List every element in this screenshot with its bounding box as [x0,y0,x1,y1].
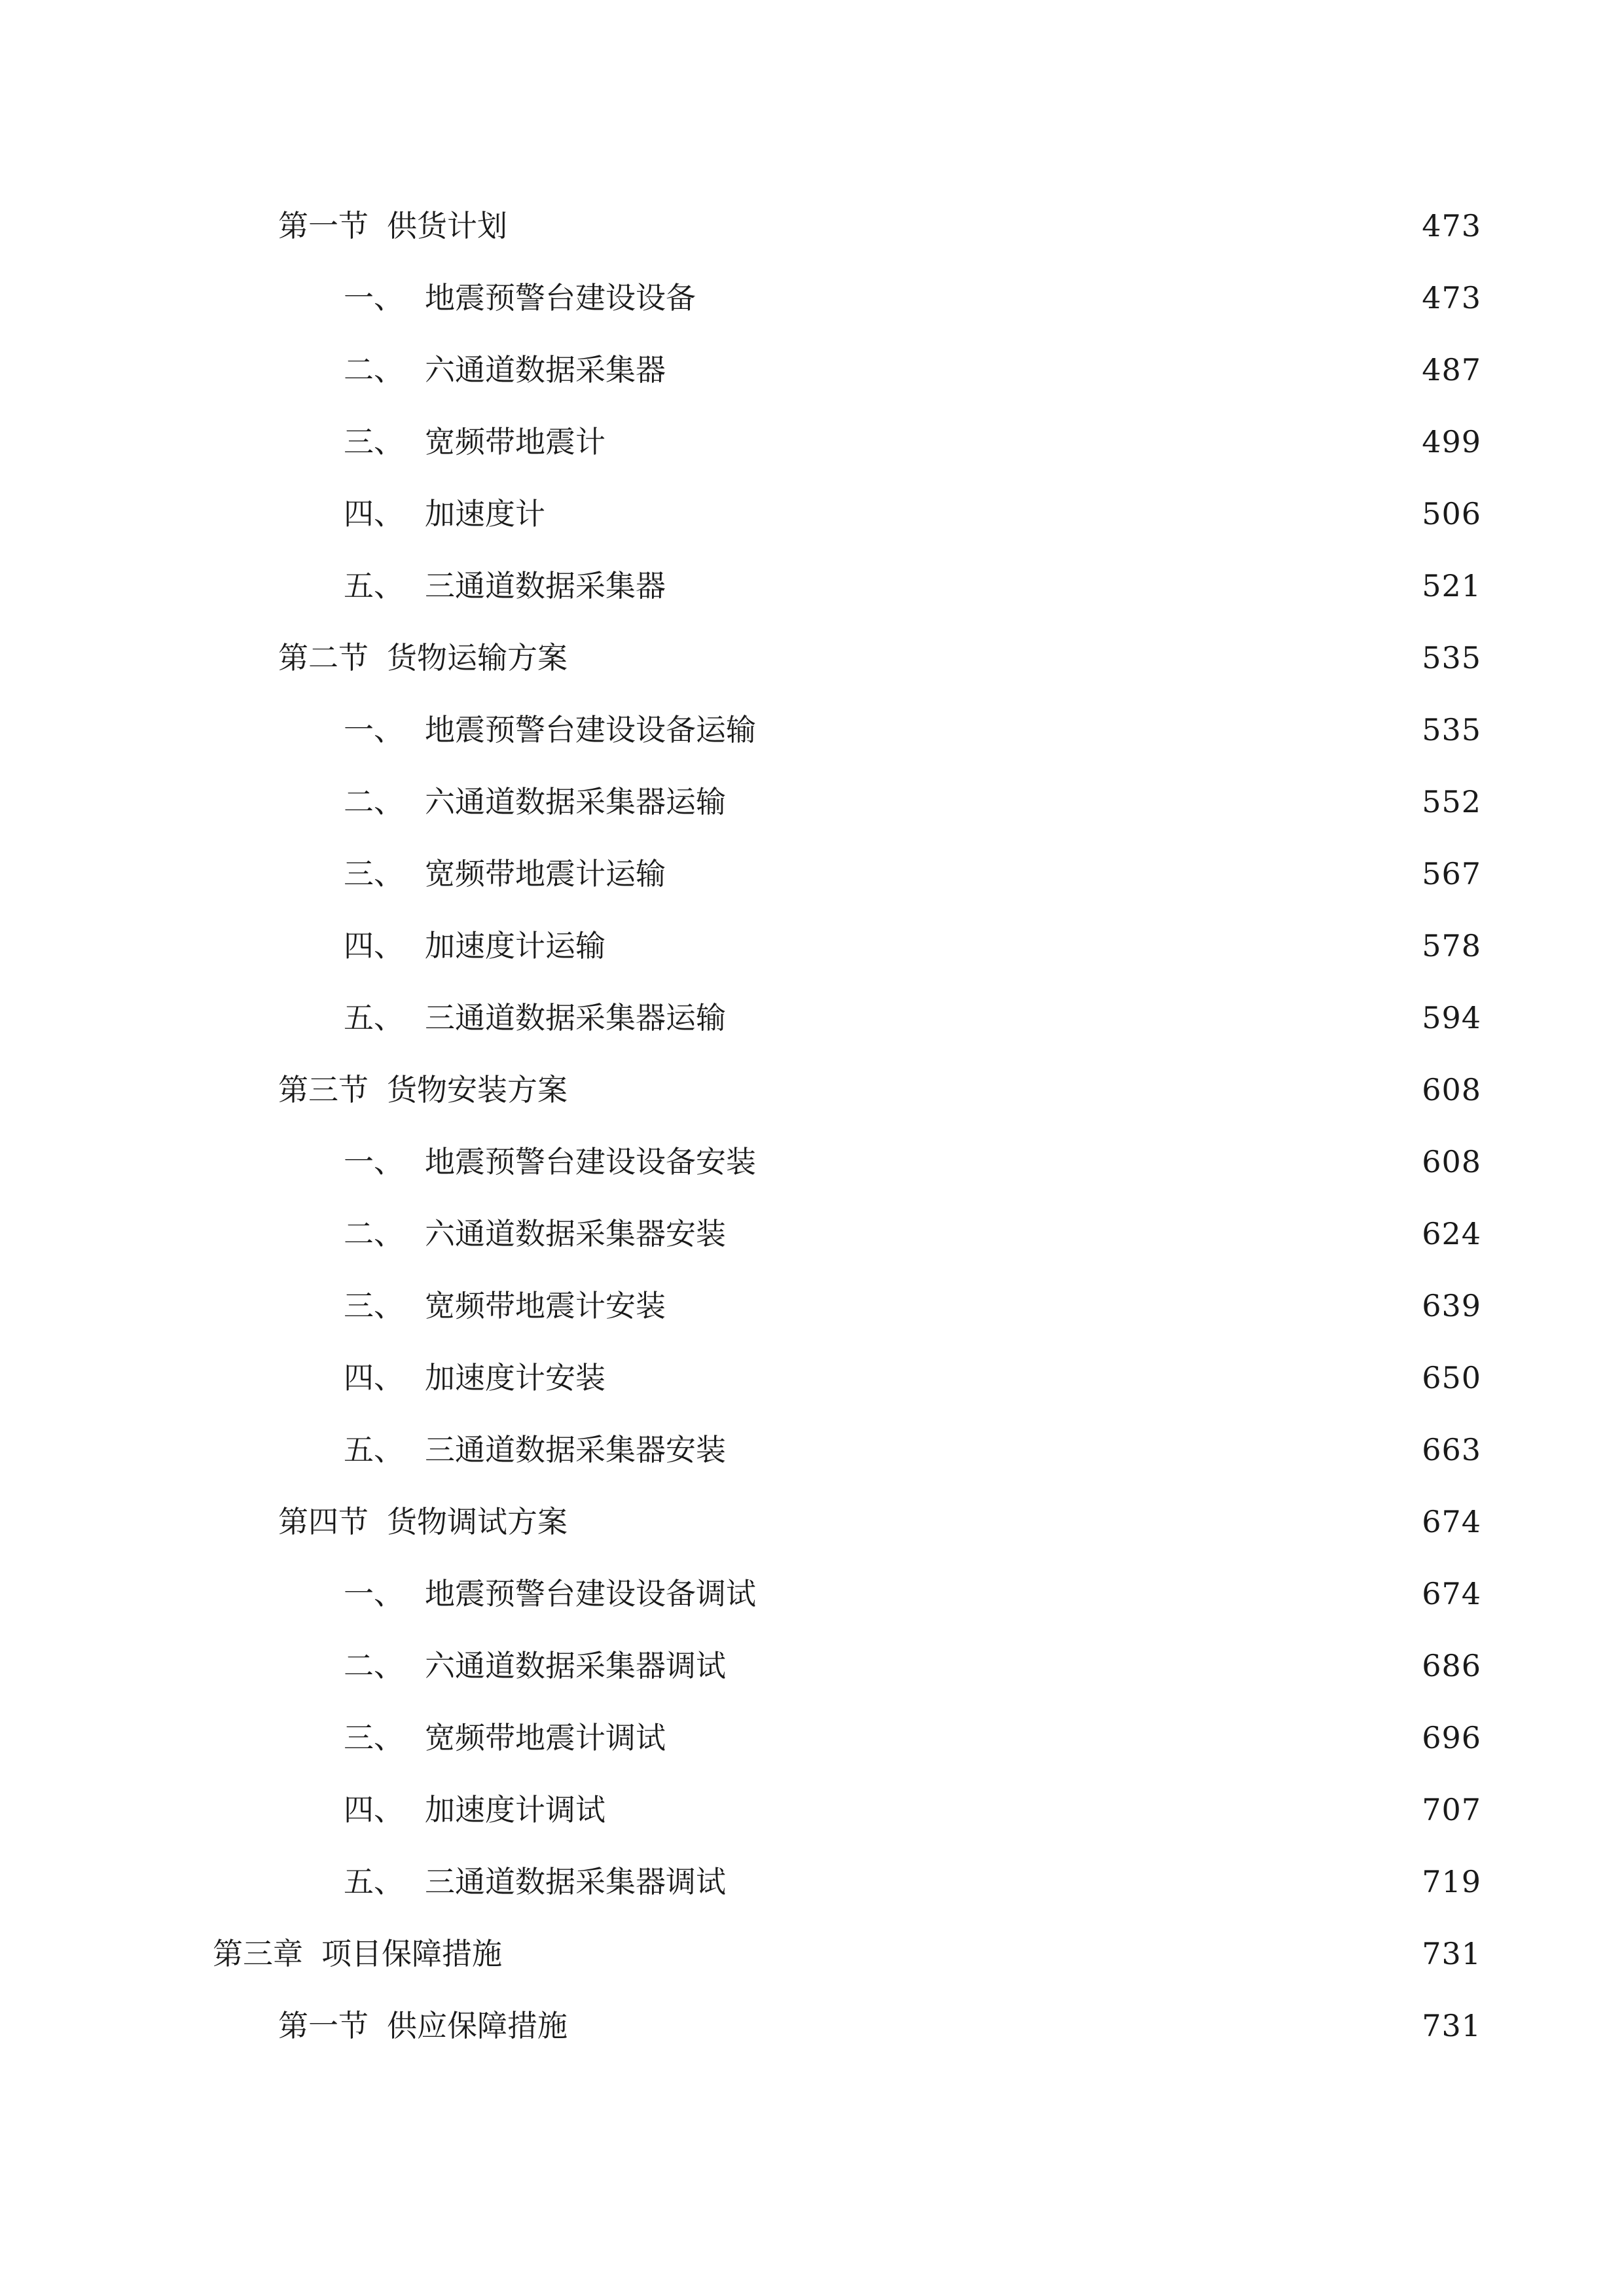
toc-entry[interactable] [0,622,1624,694]
toc-entry-title: 宽频带地震计运输 [425,856,666,891]
dot-leader [515,215,1394,245]
dot-leader [764,719,1394,749]
toc-entry-title: 加速度计调试 [425,1792,605,1827]
dot-leader [553,503,1394,533]
toc-entry-number: 二、 [344,352,404,387]
toc-entry-number: 三、 [344,1720,404,1755]
dot-leader [613,431,1394,461]
toc-entry[interactable] [0,766,1624,838]
toc-entry-page-number: 487 [1422,352,1481,387]
dot-leader [510,1943,1394,1973]
toc-entry-title: 地震预警台建设设备 [425,280,696,315]
toc-entry-number: 三、 [344,856,404,891]
toc-entry-number: 二、 [344,1216,404,1251]
toc-entry-page-number: 535 [1422,640,1481,675]
toc-entry-page-number: 696 [1422,1720,1481,1755]
toc-entry[interactable] [0,1342,1624,1414]
toc-entry-page-number: 608 [1422,1144,1481,1179]
toc-entry-number: 第四节 [278,1504,369,1539]
toc-entry-page-number: 535 [1422,712,1481,747]
table-of-contents [0,190,1624,2062]
dot-leader [674,359,1394,389]
toc-entry-title: 加速度计 [425,496,545,531]
toc-entry-number: 五、 [344,1000,404,1035]
dot-leader [674,575,1394,605]
toc-entry-page-number: 624 [1422,1216,1481,1251]
dot-leader [575,2015,1394,2045]
toc-entry-number: 三、 [344,424,404,459]
toc-entry-title: 三通道数据采集器 [425,568,666,603]
toc-entry-number: 二、 [344,1648,404,1683]
toc-entry-title: 地震预警台建设设备安装 [425,1144,756,1179]
toc-entry-number: 一、 [344,280,404,315]
toc-entry-page-number: 506 [1422,496,1481,531]
dot-leader [764,1583,1394,1613]
toc-entry[interactable] [0,694,1624,766]
toc-entry-number: 一、 [344,1144,404,1179]
dot-leader [674,1727,1394,1757]
toc-entry-title: 货物运输方案 [387,640,568,675]
toc-entry-title: 项目保障措施 [321,1936,502,1971]
toc-entry-page-number: 473 [1422,280,1481,315]
toc-entry[interactable] [0,1918,1624,1990]
toc-entry[interactable] [0,334,1624,406]
dot-leader [734,1655,1394,1685]
toc-entry-number: 三、 [344,1288,404,1323]
toc-entry-title: 六通道数据采集器 [425,352,666,387]
toc-entry-title: 货物安装方案 [387,1072,568,1107]
toc-entry-title: 三通道数据采集器安装 [425,1432,726,1467]
dot-leader [734,1223,1394,1253]
toc-entry[interactable] [0,550,1624,622]
toc-entry-page-number: 473 [1422,208,1481,243]
toc-entry-page-number: 686 [1422,1648,1481,1683]
dot-leader [613,1799,1394,1829]
toc-entry-number: 四、 [344,1360,404,1395]
toc-entry-page-number: 663 [1422,1432,1481,1467]
dot-leader [734,1439,1394,1469]
toc-entry[interactable] [0,982,1624,1054]
toc-entry-title: 地震预警台建设设备调试 [425,1576,756,1611]
toc-entry[interactable] [0,1702,1624,1774]
toc-entry-title: 地震预警台建设设备运输 [425,712,756,747]
toc-entry-title: 供货计划 [387,208,507,243]
toc-entry-title: 三通道数据采集器调试 [425,1864,726,1899]
toc-entry[interactable] [0,1486,1624,1558]
toc-entry[interactable] [0,910,1624,982]
toc-entry-page-number: 731 [1422,1936,1481,1971]
dot-leader [674,1295,1394,1325]
toc-entry-title: 三通道数据采集器运输 [425,1000,726,1035]
dot-leader [613,935,1394,965]
toc-entry[interactable] [0,1846,1624,1918]
toc-entry-title: 加速度计运输 [425,928,605,963]
toc-entry-number: 第三节 [278,1072,369,1107]
toc-entry[interactable] [0,190,1624,262]
toc-entry[interactable] [0,838,1624,910]
dot-leader [734,791,1394,821]
toc-entry-page-number: 731 [1422,2008,1481,2043]
toc-entry-number: 一、 [344,712,404,747]
toc-entry-number: 五、 [344,568,404,603]
toc-entry-title: 供应保障措施 [387,2008,568,2043]
toc-entry-title: 货物调试方案 [387,1504,568,1539]
dot-leader [613,1367,1394,1397]
dot-leader [734,1007,1394,1037]
dot-leader [575,647,1394,677]
toc-entry-page-number: 567 [1422,856,1481,891]
toc-entry-title: 六通道数据采集器安装 [425,1216,726,1251]
dot-leader [734,1871,1394,1901]
dot-leader [764,1151,1394,1181]
toc-entry-page-number: 719 [1422,1864,1481,1899]
toc-entry[interactable] [0,1270,1624,1342]
toc-entry-page-number: 674 [1422,1576,1481,1611]
toc-entry-page-number: 639 [1422,1288,1481,1323]
toc-entry[interactable] [0,1990,1624,2062]
dot-leader [575,1511,1394,1541]
toc-entry[interactable] [0,478,1624,550]
toc-entry[interactable] [0,406,1624,478]
toc-entry-page-number: 608 [1422,1072,1481,1107]
toc-entry-page-number: 650 [1422,1360,1481,1395]
toc-entry-title: 加速度计安装 [425,1360,605,1395]
toc-entry-title: 六通道数据采集器运输 [425,784,726,819]
toc-entry-number: 第一节 [278,2008,369,2043]
toc-entry-number: 四、 [344,928,404,963]
toc-entry-page-number: 707 [1422,1792,1481,1827]
toc-entry-page-number: 499 [1422,424,1481,459]
toc-entry-number: 第一节 [278,208,369,243]
toc-entry-number: 一、 [344,1576,404,1611]
toc-entry[interactable] [0,1558,1624,1630]
toc-entry-page-number: 674 [1422,1504,1481,1539]
dot-leader [704,287,1394,317]
toc-entry[interactable] [0,1630,1624,1702]
toc-entry[interactable] [0,262,1624,334]
toc-entry[interactable] [0,1054,1624,1126]
toc-entry-page-number: 521 [1422,568,1481,603]
toc-entry-title: 宽频带地震计安装 [425,1288,666,1323]
dot-leader [575,1079,1394,1109]
toc-entry-number: 四、 [344,1792,404,1827]
toc-entry-page-number: 594 [1422,1000,1481,1035]
toc-entry-title: 宽频带地震计调试 [425,1720,666,1755]
toc-entry[interactable] [0,1414,1624,1486]
toc-entry[interactable] [0,1198,1624,1270]
toc-entry-title: 宽频带地震计 [425,424,605,459]
toc-entry-number: 第二节 [278,640,369,675]
toc-entry-number: 四、 [344,496,404,531]
toc-entry-title: 六通道数据采集器调试 [425,1648,726,1683]
toc-entry-page-number: 578 [1422,928,1481,963]
toc-entry[interactable] [0,1126,1624,1198]
toc-entry[interactable] [0,1774,1624,1846]
toc-entry-number: 五、 [344,1432,404,1467]
toc-entry-number: 二、 [344,784,404,819]
toc-entry-number: 第三章 [213,1936,303,1971]
toc-entry-number: 五、 [344,1864,404,1899]
dot-leader [674,863,1394,893]
toc-entry-page-number: 552 [1422,784,1481,819]
